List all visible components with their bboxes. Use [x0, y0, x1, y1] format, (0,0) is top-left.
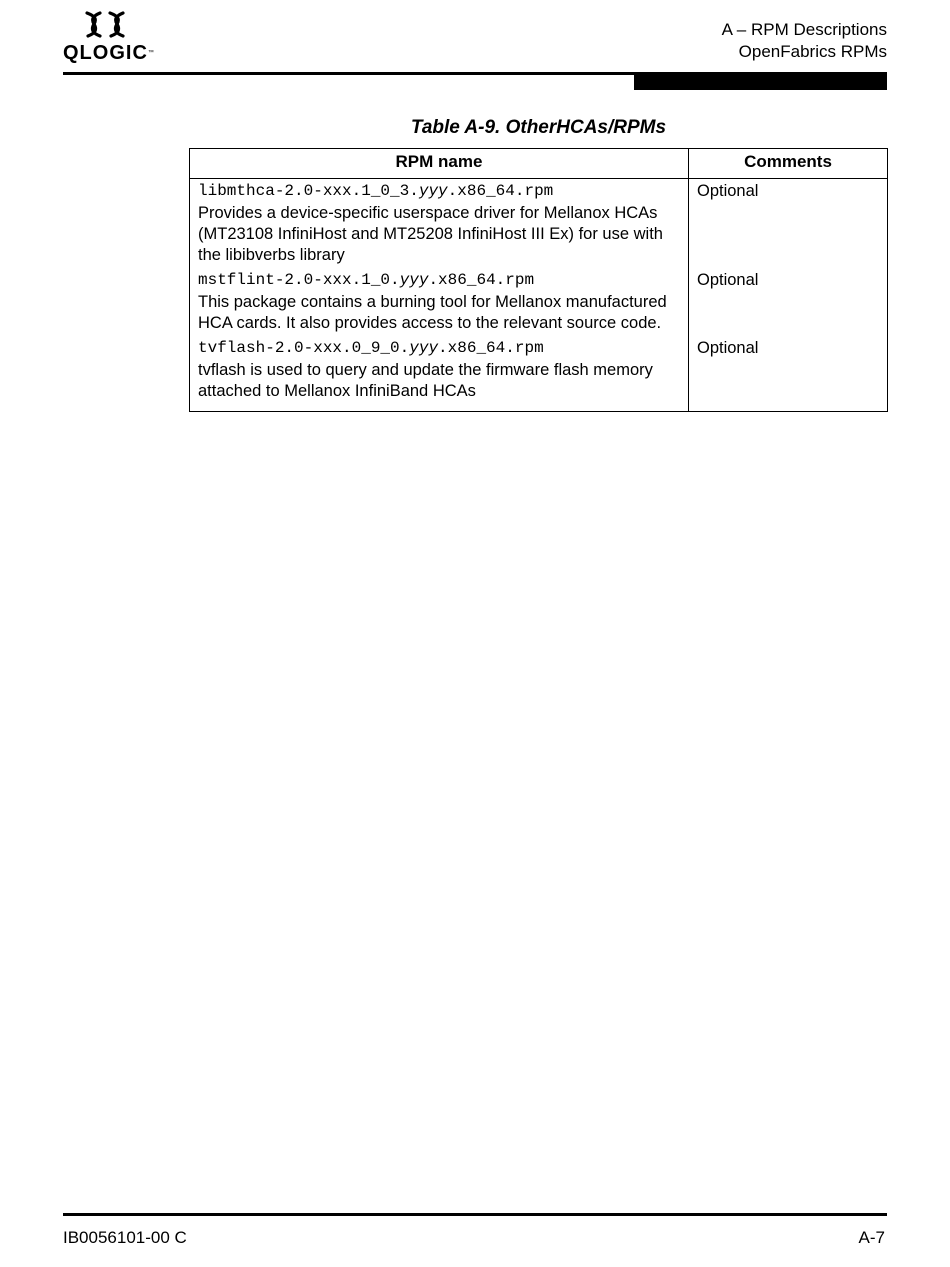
logo-wordmark: QLOGIC™	[63, 42, 155, 64]
section-title: A – RPM Descriptions	[721, 20, 887, 39]
package-filename: tvflash-2.0-xxx.0_9_0.yyy.x86_64.rpm	[198, 339, 544, 357]
running-header	[722, 19, 887, 63]
comment-text: Optional	[697, 339, 759, 357]
comment-text: Optional	[697, 182, 759, 200]
comments-cell	[689, 337, 888, 412]
table-row	[190, 179, 888, 270]
rpm-name-cell	[190, 179, 689, 270]
qlogic-logo	[63, 10, 153, 66]
table-header-row	[190, 149, 888, 179]
comments-cell	[689, 179, 888, 270]
comment-text: Optional	[697, 271, 759, 289]
table-caption: Table A-9. OtherHCAs/RPMs	[410, 117, 667, 138]
package-filename: libmthca-2.0-xxx.1_0_3.yyy.x86_64.rpm	[198, 182, 554, 200]
package-description: This package contains a burning tool for Mellanox manufactured HCA cards. It also provides access to the relevant source code.	[198, 293, 667, 332]
package-filename: mstflint-2.0-xxx.1_0.yyy.x86_64.rpm	[198, 271, 535, 289]
package-description: Provides a device-specific userspace driver for Mellanox HCAs (MT23108 InfiniHost and MT25208 InfiniHost III Ex) for use with the libibverbs library	[198, 204, 663, 264]
page-number: A-7	[858, 1228, 885, 1247]
comments-cell	[689, 269, 888, 337]
rpm-name-cell	[190, 269, 689, 337]
table-row	[190, 337, 888, 412]
document-id: IB0056101-00 C	[63, 1228, 187, 1247]
qlogic-emblem-icon	[83, 10, 127, 38]
footer-rule	[63, 1213, 887, 1216]
package-description: tvflash is used to query and update the firmware flash memory attached to Mellanox InfiniBand HCAs	[198, 361, 653, 400]
header-bar	[634, 75, 887, 90]
rpm-name-cell	[190, 337, 689, 412]
column-header-rpm-name: RPM name	[190, 149, 689, 179]
subsection-title: OpenFabrics RPMs	[738, 42, 887, 61]
table-row	[190, 269, 888, 337]
column-header-comments: Comments	[689, 149, 888, 179]
rpm-table	[189, 148, 888, 412]
